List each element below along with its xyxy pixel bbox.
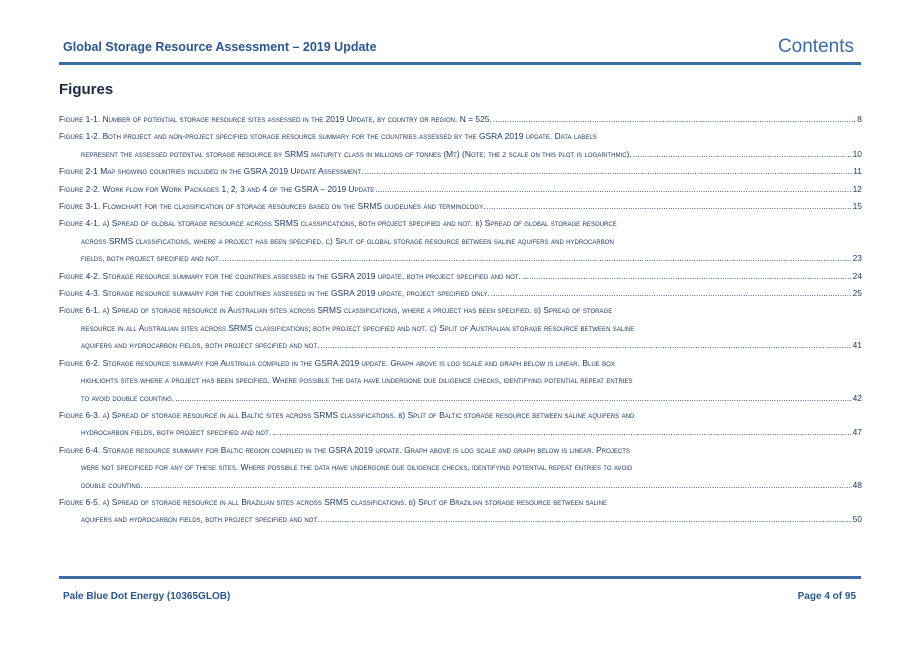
toc-entry-page: 15	[852, 201, 862, 212]
toc-entry-page: 12	[852, 183, 862, 194]
toc-entry-text: resource in all Australian sites across SRMS classifications; both project specified and not. c) Split of Australian storage resource between saline	[81, 322, 635, 333]
header-title: Global Storage Resource Assessment – 2019 Update	[63, 40, 377, 54]
toc-entry[interactable]	[59, 198, 862, 215]
toc-entry[interactable]	[59, 494, 862, 529]
dot-leader	[522, 268, 852, 285]
dot-leader	[491, 285, 852, 302]
toc-entry[interactable]	[59, 302, 862, 354]
toc-entry-text: hydrocarbon fields, both project specified and not.	[81, 427, 272, 438]
toc-entry-text: Figure 3-1. Flowchart for the classification of storage resources based on the SRMS guidelines and terminology.	[59, 201, 486, 212]
toc-entry-text: Figure 6-1. a) Spread of storage resource in Australian sites across SRMS classifications, where a project has been specified. b) Spread of storage	[59, 305, 613, 316]
dot-leader	[633, 146, 852, 163]
toc-entry-text: Figure 4-1. a) Spread of global storage resource across SRMS classifications, both project specified and not. b) Spread of global storage resource	[59, 218, 617, 229]
toc-entry[interactable]	[59, 407, 862, 442]
dot-leader	[272, 424, 851, 441]
toc-entry-text: aquifers and hydrocarbon fields, both project specified and not.	[81, 340, 320, 351]
toc-entry-text: Figure 2-1 Map showing countries included in the GSRA 2019 Update Assessment.	[59, 166, 364, 177]
toc-entry-text: double counting.	[81, 479, 143, 490]
toc-entry-page: 8	[857, 114, 862, 124]
toc-entry[interactable]	[59, 268, 862, 285]
toc-entry[interactable]	[59, 128, 862, 163]
toc-entry-text: Figure 2-2. Work flow for Work Packages 1, 2, 3 and 4 of the GSRA – 2019 Update	[59, 183, 375, 194]
toc-entry-text: Figure 4-3. Storage resource summary for the countries assessed in the GSRA 2019 update, project specified only.	[59, 288, 490, 299]
toc-entry[interactable]	[59, 285, 862, 302]
toc-entry-page: 50	[852, 514, 862, 525]
dot-leader	[493, 111, 856, 128]
figures-heading: Figures	[59, 81, 114, 98]
toc-entry[interactable]	[59, 163, 862, 180]
toc-entry-text: were not specificed for any of these sites. Where possible the data have undergone due diligence checks, identifying potential repeat entries to avoid	[81, 462, 633, 473]
toc-entry-text: Figure 4-2. Storage resource summary for the countries assessed in the GSRA 2019 update, both project specified and not.	[59, 270, 521, 281]
toc-entry-text: to avoid double counting.	[81, 392, 175, 403]
toc-entry-text: Figure 1-1. Number of potential storage resource sites assessed in the 2019 Update, by country or region. N = 525.	[59, 114, 492, 124]
toc-entry-text: aquifers and hydrocarbon fields, both project specified and not.	[81, 514, 320, 525]
toc-entry-page: 41	[852, 340, 862, 351]
dot-leader	[364, 163, 852, 180]
dot-leader	[321, 511, 852, 528]
toc-entry-page: 24	[852, 270, 862, 281]
toc-entry-text: across SRMS classifications, where a project has been specified. c) Split of global storage resource between saline aquifers and hydrocarbon	[81, 235, 614, 246]
toc-entry[interactable]	[59, 355, 862, 407]
dot-leader	[375, 181, 851, 198]
toc-entry[interactable]	[59, 442, 862, 494]
footer-rule	[59, 576, 861, 579]
toc-entry-text: highlights sites where a project has been specified. Where possible the data have undergone due diligence checks, identifying potential repeat entries	[81, 375, 633, 386]
toc-entry-page: 23	[852, 253, 862, 264]
toc-entry-page: 11	[853, 166, 862, 177]
toc-entry-text: fields, both project specified and not.	[81, 253, 222, 264]
header-section-title: Contents	[777, 36, 854, 57]
figures-list	[59, 111, 862, 529]
toc-entry-text: Figure 6-3. a) Spread of storage resource in all Baltic sites across SRMS classifications. b) Split of Baltic storage resource between saline aquifers and	[59, 409, 635, 420]
toc-entry-page: 48	[852, 479, 862, 490]
toc-entry-text: Figure 1-2. Both project and non-project specified storage resource summary for the countries assessed by the GSRA 2019 update. Data labels	[59, 131, 597, 142]
dot-leader	[144, 477, 852, 494]
dot-leader	[321, 337, 852, 354]
toc-entry-text: Figure 6-4. Storage resource summary for Baltic region compiled in the GSRA 2019 update. Graph above is log scale and graph below is linear. Projects	[59, 444, 630, 455]
footer-page-number: Page 4 of 95	[797, 591, 856, 602]
header-rule	[59, 62, 861, 65]
toc-entry-page: 25	[852, 288, 862, 299]
toc-entry-page: 47	[852, 427, 862, 438]
toc-entry-text: Figure 6-2. Storage resource summary for Australia compiled in the GSRA 2019 update. Graph above is log scale and graph below is linear. Blue box	[59, 357, 615, 368]
dot-leader	[486, 198, 851, 215]
toc-entry-text: represent the assessed potential storage resource by SRMS maturity class in millions of tonnes (Mt) (Note: the z scale on this plot is logarithmic).	[81, 148, 632, 159]
toc-entry[interactable]	[59, 181, 862, 198]
dot-leader	[222, 250, 851, 267]
toc-entry[interactable]	[59, 215, 862, 267]
toc-entry-text: Figure 6-5. a) Spread of storage resource in all Brazilian sites across SRMS classifications. b) Split of Brazilian storage resource between saline	[59, 496, 608, 507]
toc-entry-page: 10	[852, 148, 862, 159]
footer-company: Pale Blue Dot Energy (10365GLOB)	[63, 591, 231, 602]
dot-leader	[175, 390, 851, 407]
toc-entry[interactable]	[59, 111, 862, 128]
toc-entry-page: 42	[852, 392, 862, 403]
